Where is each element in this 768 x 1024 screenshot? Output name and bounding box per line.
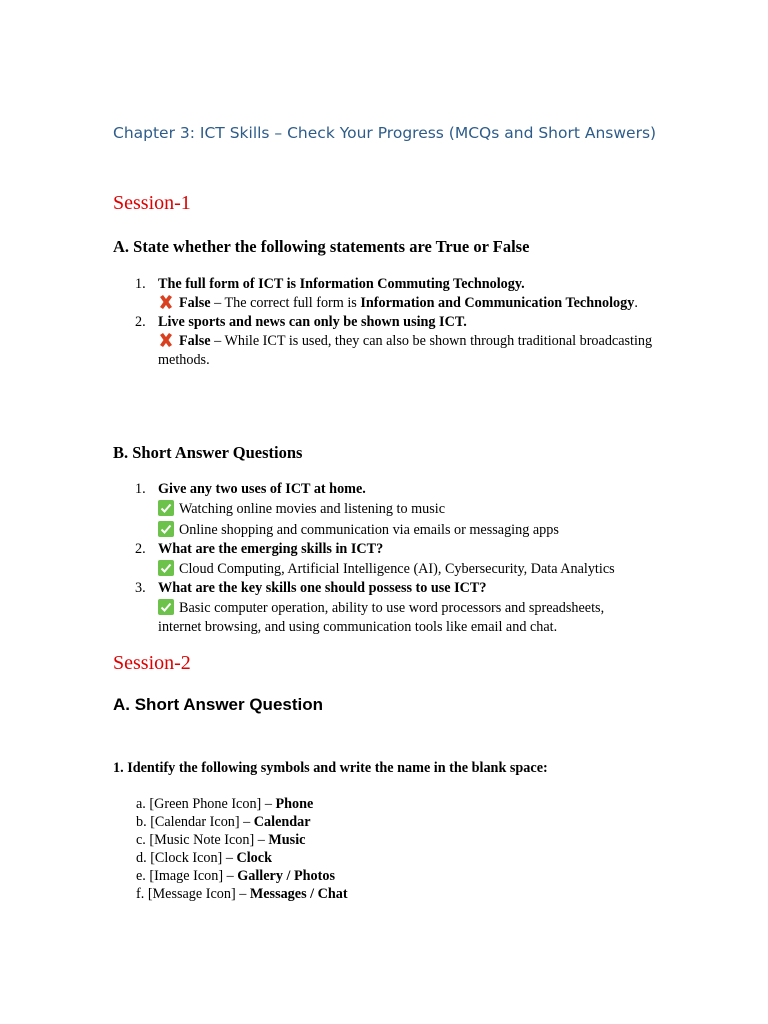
symbol-answer: Clock <box>236 850 272 866</box>
symbol-prompt: a. [Green Phone Icon] – <box>136 796 276 812</box>
symbol-item <box>136 831 348 849</box>
answer-post: . <box>634 295 638 311</box>
answer-text <box>158 500 673 519</box>
list-item <box>113 480 673 540</box>
question-text: What are the key skills one should possess to use ICT? <box>158 580 487 596</box>
answer-line: Watching online movies and listening to music <box>179 501 446 517</box>
symbol-item <box>136 867 348 885</box>
item-number: 1. <box>135 481 146 497</box>
list-item <box>113 540 673 579</box>
question-text: Give any two uses of ICT at home. <box>158 481 366 497</box>
question-text: What are the emerging skills in ICT? <box>158 541 384 557</box>
section-a-heading: A. State whether the following statements are True or False <box>113 237 530 256</box>
symbol-answer: Calendar <box>253 814 311 830</box>
symbol-item <box>136 795 348 813</box>
section-b-heading: B. Short Answer Questions <box>113 443 303 462</box>
answer-bold: Information and Communication Technology <box>360 295 635 311</box>
symbol-item <box>136 849 348 867</box>
verdict: False <box>179 295 211 311</box>
symbol-prompt: d. [Clock Icon] – <box>136 850 237 866</box>
symbol-list <box>136 795 348 903</box>
answer-pre: – The correct full form is <box>210 295 361 311</box>
check-mark-icon <box>158 560 174 576</box>
identify-question: 1. Identify the following symbols and write the name in the blank space: <box>113 760 548 776</box>
session-2-heading: Session-2 <box>113 652 191 674</box>
answer-line: Online shopping and communication via emails or messaging apps <box>179 522 559 538</box>
answer-text <box>158 560 673 579</box>
answer-line: Cloud Computing, Artificial Intelligence (AI), Cybersecurity, Data Analytics <box>179 561 615 577</box>
question-text: Live sports and news can only be shown using ICT. <box>158 314 467 330</box>
item-number: 3. <box>135 580 146 596</box>
check-mark-icon <box>158 521 174 537</box>
item-number: 2. <box>135 541 146 557</box>
cross-mark-icon <box>158 332 174 348</box>
symbol-prompt: f. [Message Icon] – <box>136 886 250 902</box>
session-1-heading: Session-1 <box>113 192 191 214</box>
answer-line: Basic computer operation, ability to use word processors and spreadsheets, internet browsing, and using communication tools like email and chat. <box>158 600 605 635</box>
answer-text <box>158 294 673 313</box>
symbol-prompt: e. [Image Icon] – <box>136 868 238 884</box>
answer-text <box>158 521 673 540</box>
item-number: 1. <box>135 276 146 292</box>
symbol-item <box>136 885 348 903</box>
chapter-title: Chapter 3: ICT Skills – Check Your Progress (MCQs and Short Answers) <box>113 124 657 142</box>
item-number: 2. <box>135 314 146 330</box>
answer-text <box>158 599 648 637</box>
symbol-item <box>136 813 348 831</box>
short-answer-list <box>113 480 673 637</box>
answer-pre: – While ICT is used, they can also be shown through traditional broadcasting methods. <box>158 333 653 368</box>
list-item <box>113 579 673 637</box>
list-item <box>113 313 673 370</box>
check-mark-icon <box>158 599 174 615</box>
check-mark-icon <box>158 500 174 516</box>
symbol-answer: Phone <box>275 796 314 812</box>
true-false-list <box>113 275 673 370</box>
symbol-answer: Messages / Chat <box>249 886 348 902</box>
cross-mark-icon <box>158 294 174 310</box>
question-text: The full form of ICT is Information Commuting Technology. <box>158 276 525 292</box>
list-item <box>113 275 673 313</box>
session-2-section-a-heading: A. Short Answer Question <box>113 695 324 714</box>
symbol-answer: Gallery / Photos <box>237 868 335 884</box>
verdict: False <box>179 333 211 349</box>
symbol-answer: Music <box>268 832 306 848</box>
symbol-prompt: b. [Calendar Icon] – <box>136 814 254 830</box>
answer-text <box>158 332 673 370</box>
symbol-prompt: c. [Music Note Icon] – <box>136 832 269 848</box>
